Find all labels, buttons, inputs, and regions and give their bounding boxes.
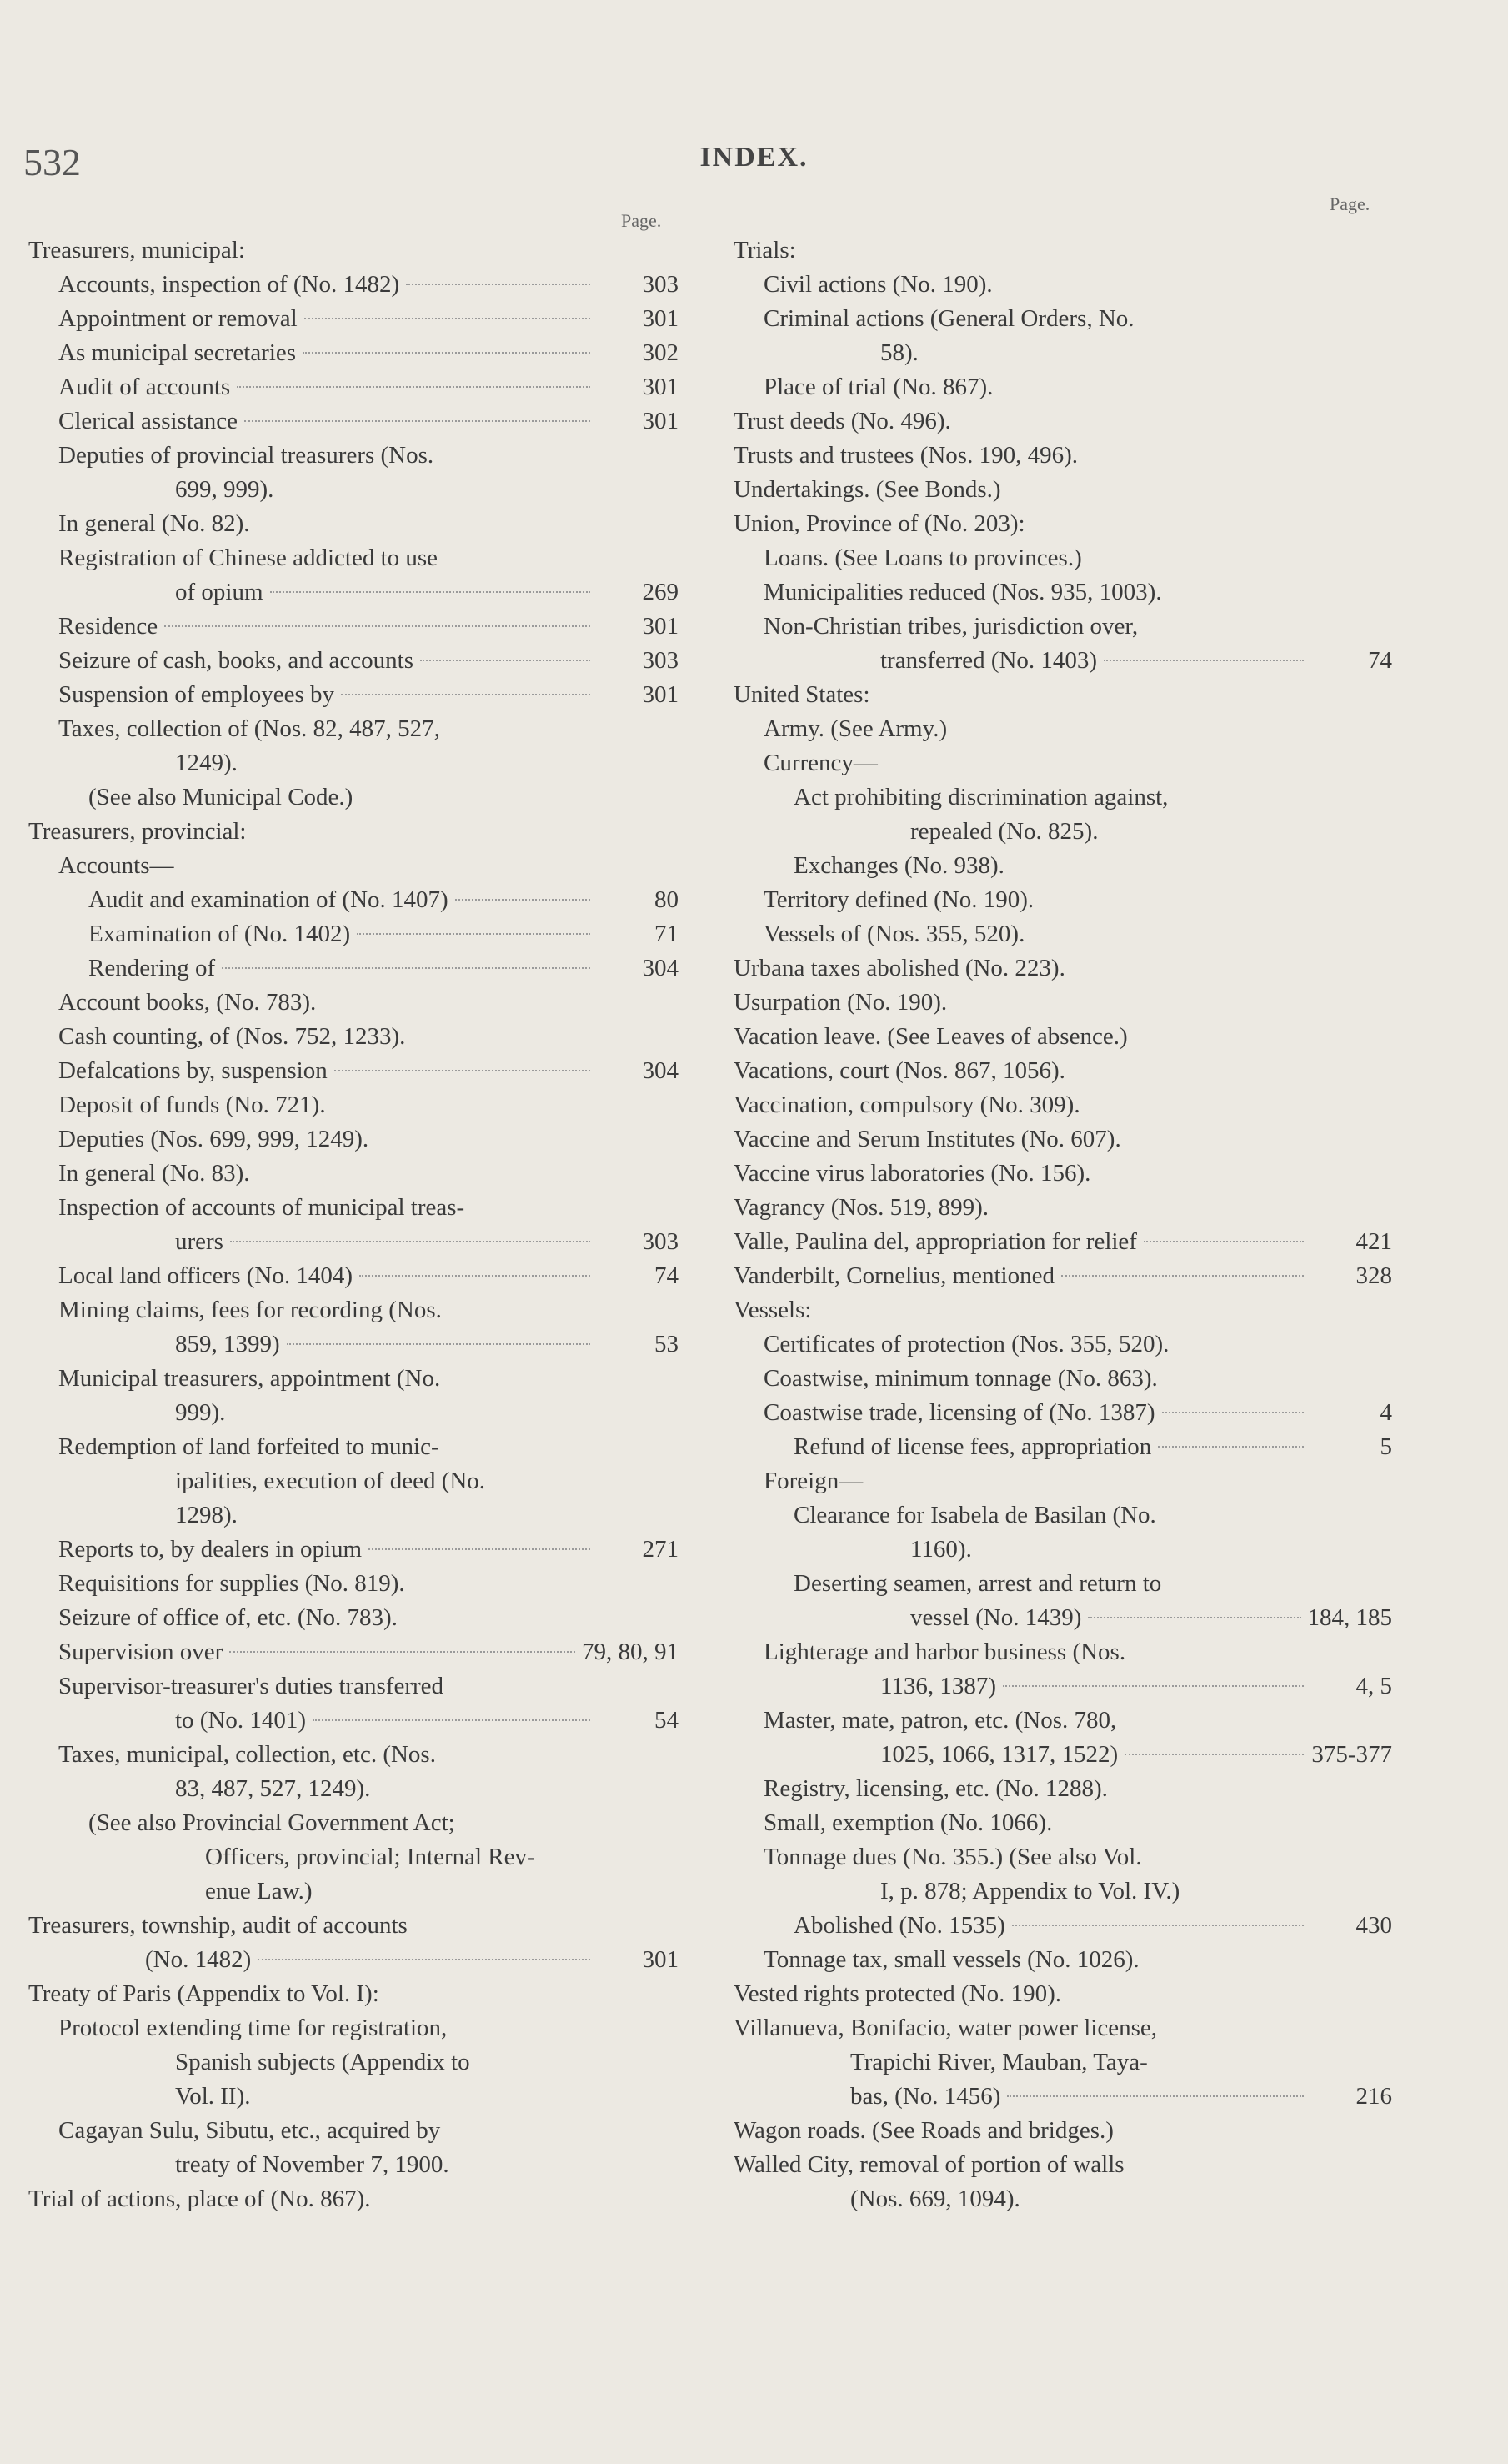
entry-text: Officers, provincial; Internal Rev- [205,1844,535,1870]
page-reference: 303 [642,271,679,298]
leader-dots [1003,1685,1304,1687]
entry-text: of opium [175,579,263,605]
entry-text: Examination of (No. 1402) [88,921,351,947]
entry-text: Coastwise trade, licensing of (No. 1387) [764,1399,1155,1426]
page-reference: 74 [654,1262,679,1289]
leader-dots [229,1651,575,1653]
entry-text: Vol. II). [175,2083,251,2110]
entry-text: Appointment or removal [58,305,298,332]
index-entry [734,712,1392,746]
leader-dots [1104,660,1304,661]
index-entry [28,1259,679,1293]
index-entry [734,507,1392,541]
index-entry [28,1533,679,1567]
index-entry [28,1909,679,1977]
entry-text: 58). [880,339,919,366]
index-entry [734,1225,1392,1259]
index-entry [28,404,679,439]
leader-dots [313,1719,590,1721]
entry-text: Seizure of office of, etc. (No. 783). [58,1604,398,1631]
entry-text: 999). [175,1399,226,1426]
index-entry [734,439,1392,473]
entry-text: Wagon roads. (See Roads and bridges.) [734,2117,1114,2144]
index-entry [734,268,1392,302]
entry-text: I, p. 878; Appendix to Vol. IV.) [880,1878,1180,1904]
entry-text: Account books, (No. 783). [58,989,317,1016]
index-entry [734,575,1392,610]
index-entry [734,1840,1392,1909]
page-reference: 430 [1355,1912,1392,1939]
index-entry [734,370,1392,404]
index-entry [734,1157,1392,1191]
entry-text: vessel (No. 1439) [910,1604,1082,1631]
page-reference: 301 [642,408,679,434]
entry-text: In general (No. 82). [58,510,250,537]
index-entry [28,678,679,712]
entry-text: to (No. 1401) [175,1707,307,1734]
entry-text: Taxes, municipal, collection, etc. (Nos. [58,1741,436,1768]
index-entry [28,336,679,370]
index-entry [28,917,679,951]
index-entry [28,644,679,678]
page-reference: 71 [654,921,679,947]
index-entry [734,404,1392,439]
index-entry [28,1567,679,1601]
index-entry [734,2148,1392,2216]
entry-text: 83, 487, 527, 1249). [175,1775,371,1802]
entry-text: (No. 1482) [145,1946,252,1973]
index-entry [734,610,1392,678]
entry-text: 1249). [175,750,238,776]
page-reference: 184, 185 [1307,1604,1392,1631]
leader-dots [287,1343,590,1345]
index-entry [734,1191,1392,1225]
entry-text: Walled City, removal of portion of walls [734,2151,1125,2178]
index-entry [734,1396,1392,1430]
index-entry [734,1088,1392,1122]
index-entry [28,1191,679,1259]
entry-text: transferred (No. 1403) [880,647,1098,674]
page-title: INDEX. [699,142,809,173]
index-entry [28,1635,679,1669]
page-reference: 301 [642,305,679,332]
entry-text: 699, 999). [175,476,274,503]
entry-text: Foreign— [764,1468,864,1494]
entry-text: Army. (See Army.) [764,715,948,742]
entry-text: Civil actions (No. 190). [764,271,993,298]
entry-text: Municipal treasurers, appointment (No. [58,1365,441,1392]
index-entry [28,2182,679,2216]
entry-text: Treasurers, municipal: [28,237,245,263]
index-entry [28,370,679,404]
index-entry [28,1088,679,1122]
entry-text: 1160). [910,1536,972,1563]
index-entry [28,610,679,644]
index-entry [28,815,679,849]
index-entry [28,849,679,883]
entry-text: In general (No. 83). [58,1160,250,1187]
entry-text: (See also Municipal Code.) [88,784,353,810]
index-entry [28,1669,679,1738]
page-reference: 216 [1355,2083,1392,2110]
leader-dots [1125,1754,1304,1755]
index-entry [734,1635,1392,1704]
entry-text: Tonnage dues (No. 355.) (See also Vol. [764,1844,1142,1870]
entry-text: Redemption of land forfeited to munic- [58,1433,439,1460]
entry-text: Vacation leave. (See Leaves of absence.) [734,1023,1128,1050]
entry-text: Vacations, court (Nos. 867, 1056). [734,1057,1065,1084]
entry-text: Trials: [734,237,796,263]
entry-text: Vanderbilt, Cornelius, mentioned [734,1262,1055,1289]
entry-text: Exchanges (No. 938). [794,852,1004,879]
index-entry [734,883,1392,917]
leader-dots [1012,1925,1304,1926]
entry-text: Supervision over [58,1638,223,1665]
leader-dots [1144,1241,1304,1242]
page-reference: 304 [642,955,679,981]
entry-text: Deputies of provincial treasurers (Nos. [58,442,434,469]
index-entry [734,780,1392,849]
page-reference: 74 [1368,647,1392,674]
index-entry [734,1909,1392,1943]
page-reference: 80 [654,886,679,913]
page-reference: 79, 80, 91 [582,1638,679,1665]
leader-dots [303,352,590,354]
index-entry [734,473,1392,507]
leader-dots [258,1959,590,1960]
entry-text: Treasurers, provincial: [28,818,247,845]
entry-text: Accounts— [58,852,174,879]
entry-text: Taxes, collection of (Nos. 82, 487, 527, [58,715,440,742]
index-entry [734,1293,1392,1327]
page-reference: 301 [642,1946,679,1973]
entry-text: Territory defined (No. 190). [764,886,1035,913]
entry-text: Coastwise, minimum tonnage (No. 863). [764,1365,1158,1392]
leader-dots [164,625,590,627]
entry-text: Usurpation (No. 190). [734,989,948,1016]
leader-dots [270,591,590,593]
page-reference: 54 [654,1707,679,1734]
entry-text: Defalcations by, suspension [58,1057,328,1084]
entry-text: ipalities, execution of deed (No. [175,1468,486,1494]
entry-text: Trusts and trustees (Nos. 190, 496). [734,442,1078,469]
entry-text: Registration of Chinese addicted to use [58,544,438,571]
index-entry [28,507,679,541]
leader-dots [1061,1275,1304,1277]
entry-text: Reports to, by dealers in opium [58,1536,363,1563]
index-entry [734,917,1392,951]
index-entry [734,541,1392,575]
page-number: 532 [23,141,81,183]
leader-dots [420,660,590,661]
entry-text: Cagayan Sulu, Sibutu, etc., acquired by [58,2117,441,2144]
entry-text: Local land officers (No. 1404) [58,1262,353,1289]
index-entry [734,2011,1392,2114]
index-entry [28,1020,679,1054]
index-entry [28,1157,679,1191]
page-reference: 5 [1380,1433,1392,1460]
entry-text: repealed (No. 825). [910,818,1099,845]
entry-text: Suspension of employees by [58,681,335,708]
page-column-label-left: Page. [621,210,662,231]
entry-text: Audit and examination of (No. 1407) [88,886,448,913]
page-reference: 375-377 [1311,1741,1392,1768]
index-column-left [28,233,679,2216]
page-reference: 4 [1380,1399,1392,1426]
leader-dots [222,967,590,969]
index-entry [734,1943,1392,1977]
entry-text: Registry, licensing, etc. (No. 1288). [764,1775,1108,1802]
index-entry [734,986,1392,1020]
entry-text: Deserting seamen, arrest and return to [794,1570,1162,1597]
entry-text: Requisitions for supplies (No. 819). [58,1570,405,1597]
index-entry [734,1362,1392,1396]
entry-text: Refund of license fees, appropriation [794,1433,1152,1460]
entry-text: Cash counting, of (Nos. 752, 1233). [58,1023,406,1050]
page-reference: 303 [642,1228,679,1255]
leader-dots [1162,1412,1304,1413]
index-entry [28,780,679,815]
index-entry [734,849,1392,883]
index-entry [28,1122,679,1157]
entry-text: Master, mate, patron, etc. (Nos. 780, [764,1707,1117,1734]
entry-text: Non-Christian tribes, jurisdiction over, [764,613,1139,640]
index-entry [28,268,679,302]
entry-text: Treaty of Paris (Appendix to Vol. I): [28,1980,379,2007]
page-reference: 4, 5 [1355,1673,1392,1699]
entry-text: enue Law.) [205,1878,313,1904]
leader-dots [1007,2095,1304,2097]
index-entry [28,1806,679,1909]
page-reference: 301 [642,374,679,400]
entry-text: 1136, 1387) [880,1673,997,1699]
index-entry [734,302,1392,370]
index-entry [734,1464,1392,1498]
entry-text: Municipalities reduced (Nos. 935, 1003). [764,579,1162,605]
entry-text: Seizure of cash, books, and accounts [58,647,414,674]
index-entry [28,302,679,336]
entry-text: Clearance for Isabela de Basilan (No. [794,1502,1156,1528]
index-entry [28,1293,679,1362]
entry-text: Deposit of funds (No. 721). [58,1091,326,1118]
entry-text: United States: [734,681,870,708]
entry-text: bas, (No. 1456) [850,2083,1001,2110]
index-column-right [734,233,1392,2216]
leader-dots [368,1548,590,1550]
page-column-label-right: Page. [1330,193,1370,214]
index-entry [734,678,1392,712]
leader-dots [341,694,590,695]
entry-text: Small, exemption (No. 1066). [764,1809,1053,1836]
entry-text: Act prohibiting discrimination against, [794,784,1169,810]
entry-text: Vested rights protected (No. 190). [734,1980,1062,2007]
entry-text: Supervisor-treasurer's duties transferred [58,1673,444,1699]
entry-text: Rendering of [88,955,216,981]
entry-text: Abolished (No. 1535) [794,1912,1005,1939]
index-entry [734,1772,1392,1806]
index-entry [734,1259,1392,1293]
entry-text: 1298). [175,1502,238,1528]
leader-dots [304,318,590,319]
page-reference: 301 [642,613,679,640]
page-reference: 304 [642,1057,679,1084]
entry-text: Villanueva, Bonifacio, water power license, [734,2015,1157,2041]
entry-text: Trapichi River, Mauban, Taya- [850,2049,1148,2075]
entry-text: Deputies (Nos. 699, 999, 1249). [58,1126,369,1152]
index-entry [28,1738,679,1806]
entry-text: Certificates of protection (Nos. 355, 520). [764,1331,1170,1357]
index-entry [28,1054,679,1088]
index-entry [734,1498,1392,1567]
page-reference: 328 [1355,1262,1392,1289]
entry-text: Trial of actions, place of (No. 867). [28,2185,371,2212]
index-entry [734,1327,1392,1362]
index-entry [28,1430,679,1533]
page-reference: 421 [1355,1228,1392,1255]
entry-text: Mining claims, fees for recording (Nos. [58,1297,442,1323]
entry-text: Residence [58,613,158,640]
leader-dots [334,1070,590,1071]
index-entry [28,1977,679,2011]
page-reference: 271 [642,1536,679,1563]
entry-text: Place of trial (No. 867). [764,374,994,400]
entry-text: Vaccine and Serum Institutes (No. 607). [734,1126,1121,1152]
entry-text: 1025, 1066, 1317, 1522) [880,1741,1119,1768]
index-entry [734,951,1392,986]
entry-text: Spanish subjects (Appendix to [175,2049,470,2075]
index-entry [734,1704,1392,1772]
entry-text: Criminal actions (General Orders, No. [764,305,1135,332]
leader-dots [1158,1446,1304,1448]
entry-text: Tonnage tax, small vessels (No. 1026). [764,1946,1140,1973]
page-reference: 301 [642,681,679,708]
entry-text: Accounts, inspection of (No. 1482) [58,271,400,298]
index-entry [734,233,1392,268]
leader-dots [230,1241,590,1242]
entry-text: (See also Provincial Government Act; [88,1809,455,1836]
entry-text: Undertakings. (See Bonds.) [734,476,1001,503]
index-entry [28,2114,679,2182]
entry-text: Vaccination, compulsory (No. 309). [734,1091,1080,1118]
index-entry [734,1977,1392,2011]
index-entry [734,1430,1392,1464]
page-reference: 269 [642,579,679,605]
leader-dots [455,899,590,901]
index-entry [734,1054,1392,1088]
leader-dots [406,284,590,285]
page-reference: 53 [654,1331,679,1357]
index-entry [28,883,679,917]
index-entry [28,1601,679,1635]
entry-text: Valle, Paulina del, appropriation for relief [734,1228,1137,1255]
page-reference: 302 [642,339,679,366]
entry-text: Lighterage and harbor business (Nos. [764,1638,1126,1665]
index-entry [28,986,679,1020]
index-entry [734,1122,1392,1157]
index-entry [28,1362,679,1430]
leader-dots [359,1275,590,1277]
index-entry [28,541,679,610]
leader-dots [244,420,590,422]
leader-dots [237,386,590,388]
index-entry [734,1567,1392,1635]
index-entry [28,439,679,507]
entry-text: (Nos. 669, 1094). [850,2185,1020,2212]
entry-text: Loans. (See Loans to provinces.) [764,544,1082,571]
index-entry [28,712,679,780]
entry-text: Union, Province of (No. 203): [734,510,1025,537]
index-entry [734,1806,1392,1840]
entry-text: Urbana taxes abolished (No. 223). [734,955,1065,981]
entry-text: Treasurers, township, audit of accounts [28,1912,408,1939]
index-entry [734,746,1392,780]
entry-text: Vagrancy (Nos. 519, 899). [734,1194,989,1221]
entry-text: Protocol extending time for registration, [58,2015,448,2041]
entry-text: Vessels: [734,1297,812,1323]
index-entry [28,233,679,268]
entry-text: 859, 1399) [175,1331,280,1357]
index-entry [28,2011,679,2114]
index-entry [734,2114,1392,2148]
page-reference: 303 [642,647,679,674]
leader-dots [357,933,590,935]
index-entry [734,1020,1392,1054]
entry-text: Currency— [764,750,878,776]
entry-text: Vessels of (Nos. 355, 520). [764,921,1025,947]
entry-text: Inspection of accounts of municipal treas- [58,1194,465,1221]
entry-text: Audit of accounts [58,374,231,400]
entry-text: Clerical assistance [58,408,238,434]
index-entry [28,951,679,986]
entry-text: Trust deeds (No. 496). [734,408,951,434]
entry-text: As municipal secretaries [58,339,297,366]
leader-dots [1088,1617,1300,1618]
entry-text: Vaccine virus laboratories (No. 156). [734,1160,1091,1187]
entry-text: treaty of November 7, 1900. [175,2151,449,2178]
entry-text: urers [175,1228,223,1255]
